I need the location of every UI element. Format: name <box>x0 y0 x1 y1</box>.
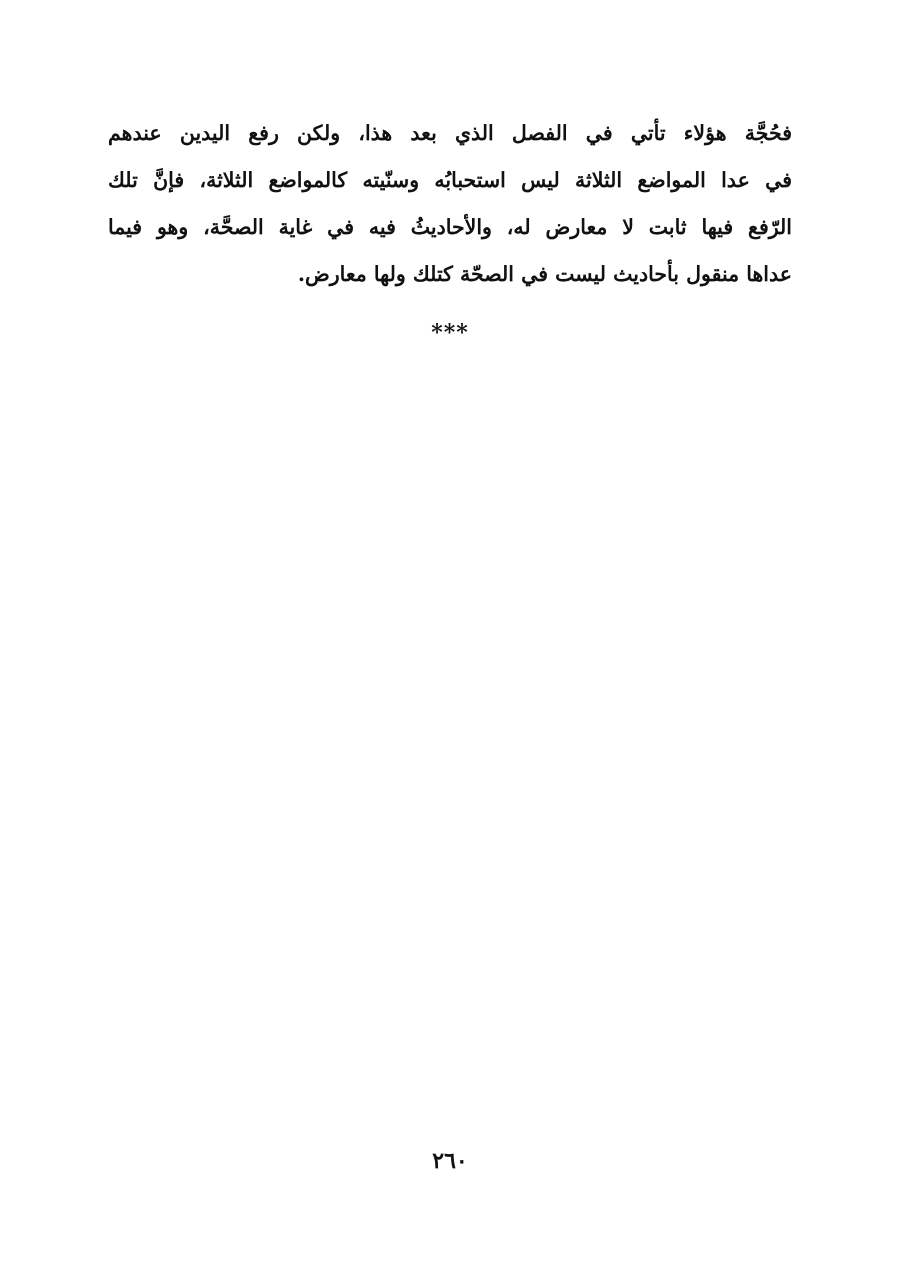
body-paragraph <box>108 110 792 298</box>
paragraph-line-3: الرّفع فيها ثابت لا معارض له، والأحاديثُ فيه في غاية الصحَّة، وهو فيما <box>108 215 792 239</box>
paragraph-line-4: عداها منقول بأحاديث ليست في الصحّة كتلك ولها معارض. <box>297 262 792 286</box>
paragraph-line-2: في عدا المواضع الثلاثة ليس استحبابُه وسنّيته كالمواضع الثلاثة، فإنَّ تلك <box>108 168 792 192</box>
section-separator: *** <box>431 320 469 346</box>
paragraph-line-1: فحُجَّة هؤلاء تأتي في الفصل الذي بعد هذا، ولكن رفع اليدين عندهم <box>108 121 792 145</box>
page-number: ٢٦٠ <box>432 1148 468 1174</box>
